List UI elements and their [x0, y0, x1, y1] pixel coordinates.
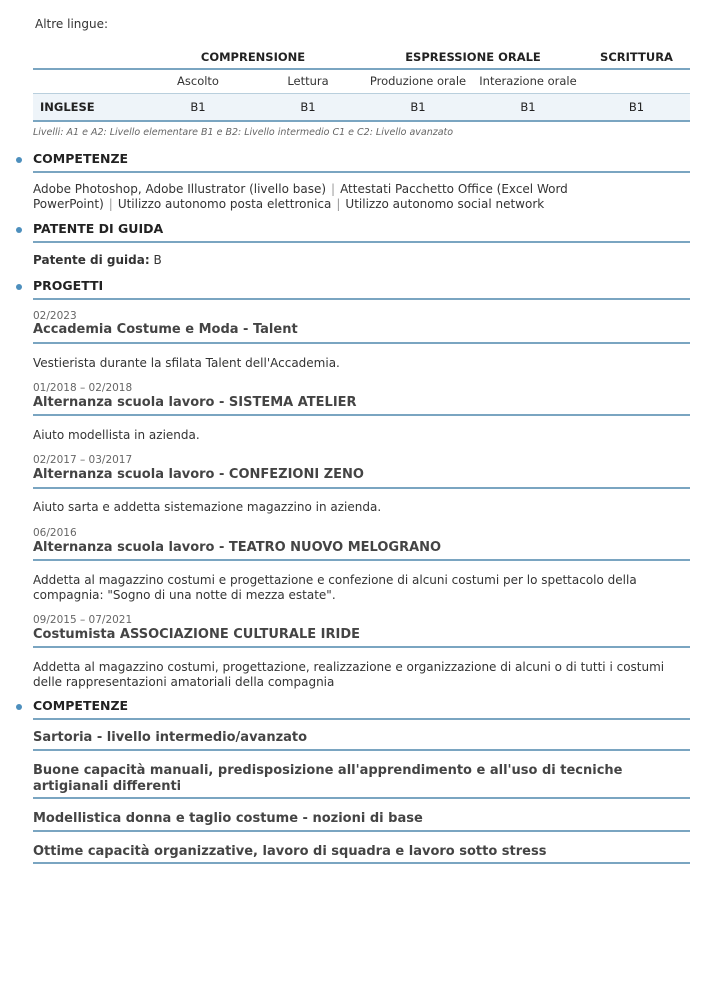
project-title: Alternanza scuola lavoro - SISTEMA ATELIER: [33, 395, 357, 410]
language-name: INGLESE: [40, 100, 95, 114]
section-divider: [33, 298, 690, 300]
section-title: COMPETENZE: [33, 151, 129, 166]
skill-item: Sartoria - livello intermedio/avanzato: [33, 730, 308, 745]
language-row: [33, 94, 690, 120]
section-bullet: [16, 704, 22, 710]
project-divider: [33, 559, 690, 561]
section-bullet: [16, 284, 22, 290]
separator: |: [108, 197, 113, 211]
project-date: 02/2023: [33, 310, 77, 322]
project-title: Alternanza scuola lavoro - CONFEZIONI ZENO: [33, 467, 364, 482]
section-divider: [33, 241, 690, 243]
competenza-item: Utilizzo autonomo social network: [345, 197, 545, 211]
subheader-lettura: Lettura: [287, 74, 329, 88]
levels-note: Livelli: A1 e A2: Livello elementare B1 e B2: Livello intermedio C1 e C2: Livello avanzato: [33, 127, 454, 138]
section-title: PATENTE DI GUIDA: [33, 221, 164, 236]
project-date: 02/2017 – 03/2017: [33, 454, 133, 466]
section-patente: [33, 221, 690, 243]
languages-title: Altre lingue:: [35, 17, 109, 31]
header-scrittura: SCRITTURA: [600, 50, 673, 64]
patente-line: [33, 253, 690, 268]
subheader-produzione-orale: Produzione orale: [369, 74, 467, 88]
skill-divider: [33, 862, 690, 864]
project-description: Addetta al magazzino costumi, progettazione, realizzazione e organizzazione di alcuni o di tutti i costumi delle rappresentazioni amatoriali della compagnia: [33, 660, 665, 689]
project-divider: [33, 646, 690, 648]
project-title: Accademia Costume e Moda - Talent: [33, 322, 298, 337]
skill-divider: [33, 830, 690, 832]
level-scrittura: B1: [628, 100, 645, 114]
level-interazione-orale: B1: [520, 100, 536, 114]
project-description: Aiuto sarta e addetta sistemazione magazzino in azienda.: [33, 500, 382, 514]
languages-subheaders: [33, 70, 690, 92]
section-bullet: [16, 227, 22, 233]
section-progetti: [33, 278, 690, 300]
header-espressione-orale: ESPRESSIONE ORALE: [405, 50, 541, 64]
skill-item: Buone capacità manuali, predisposizione all'apprendimento e all'uso di tecniche artigianali differenti: [33, 763, 623, 794]
project-title: Alternanza scuola lavoro - TEATRO NUOVO MELOGRANO: [33, 540, 442, 555]
project-date: 06/2016: [33, 527, 77, 539]
subheader-ascolto: Ascolto: [177, 74, 219, 88]
level-lettura: B1: [300, 100, 316, 114]
competenza-item: Utilizzo autonomo posta elettronica: [117, 197, 332, 211]
section-competenze: [33, 151, 690, 173]
project-date: 09/2015 – 07/2021: [33, 614, 133, 626]
project-divider: [33, 342, 690, 344]
project-description: Vestierista durante la sfilata Talent dell'Accademia.: [33, 356, 340, 370]
section-bullet: [16, 157, 22, 163]
skill-divider: [33, 797, 690, 799]
project-divider: [33, 487, 690, 489]
level-ascolto: B1: [190, 100, 206, 114]
competenza-item: Attestati Pacchetto Office (Excel Word PowerPoint): [33, 182, 568, 211]
project-title: Costumista ASSOCIAZIONE CULTURALE IRIDE: [33, 627, 360, 642]
competenza-item: Adobe Photoshop, Adobe Illustrator (livello base): [33, 182, 327, 196]
skill-item: Modellistica donna e taglio costume - nozioni di base: [33, 811, 423, 826]
section-divider: [33, 718, 690, 720]
section-divider: [33, 171, 690, 173]
section-competenze-2: [33, 698, 690, 720]
project-description: Addetta al magazzino costumi e progettazione e confezione di alcuni costumi per lo spettacolo della compagnia: "Sogno di una notte di mezza estate".: [33, 573, 637, 602]
project-date: 01/2018 – 02/2018: [33, 382, 133, 394]
patente-value: B: [153, 253, 162, 267]
section-title: COMPETENZE: [33, 698, 129, 713]
skill-item: Ottime capacità organizzative, lavoro di squadra e lavoro sotto stress: [33, 844, 547, 859]
project-description: Aiuto modellista in azienda.: [33, 428, 200, 442]
level-produzione-orale: B1: [410, 100, 426, 114]
project-divider: [33, 414, 690, 416]
subheader-interazione-orale: Interazione orale: [479, 74, 577, 88]
section-title: PROGETTI: [33, 278, 104, 293]
header-comprensione: COMPRENSIONE: [200, 50, 306, 64]
patente-label: Patente di guida:: [33, 253, 150, 267]
competenze-list: [33, 182, 690, 212]
separator: |: [336, 197, 341, 211]
row-divider: [33, 120, 690, 122]
skill-divider: [33, 749, 690, 751]
separator: |: [331, 182, 336, 196]
languages-header-groups: [33, 46, 690, 68]
